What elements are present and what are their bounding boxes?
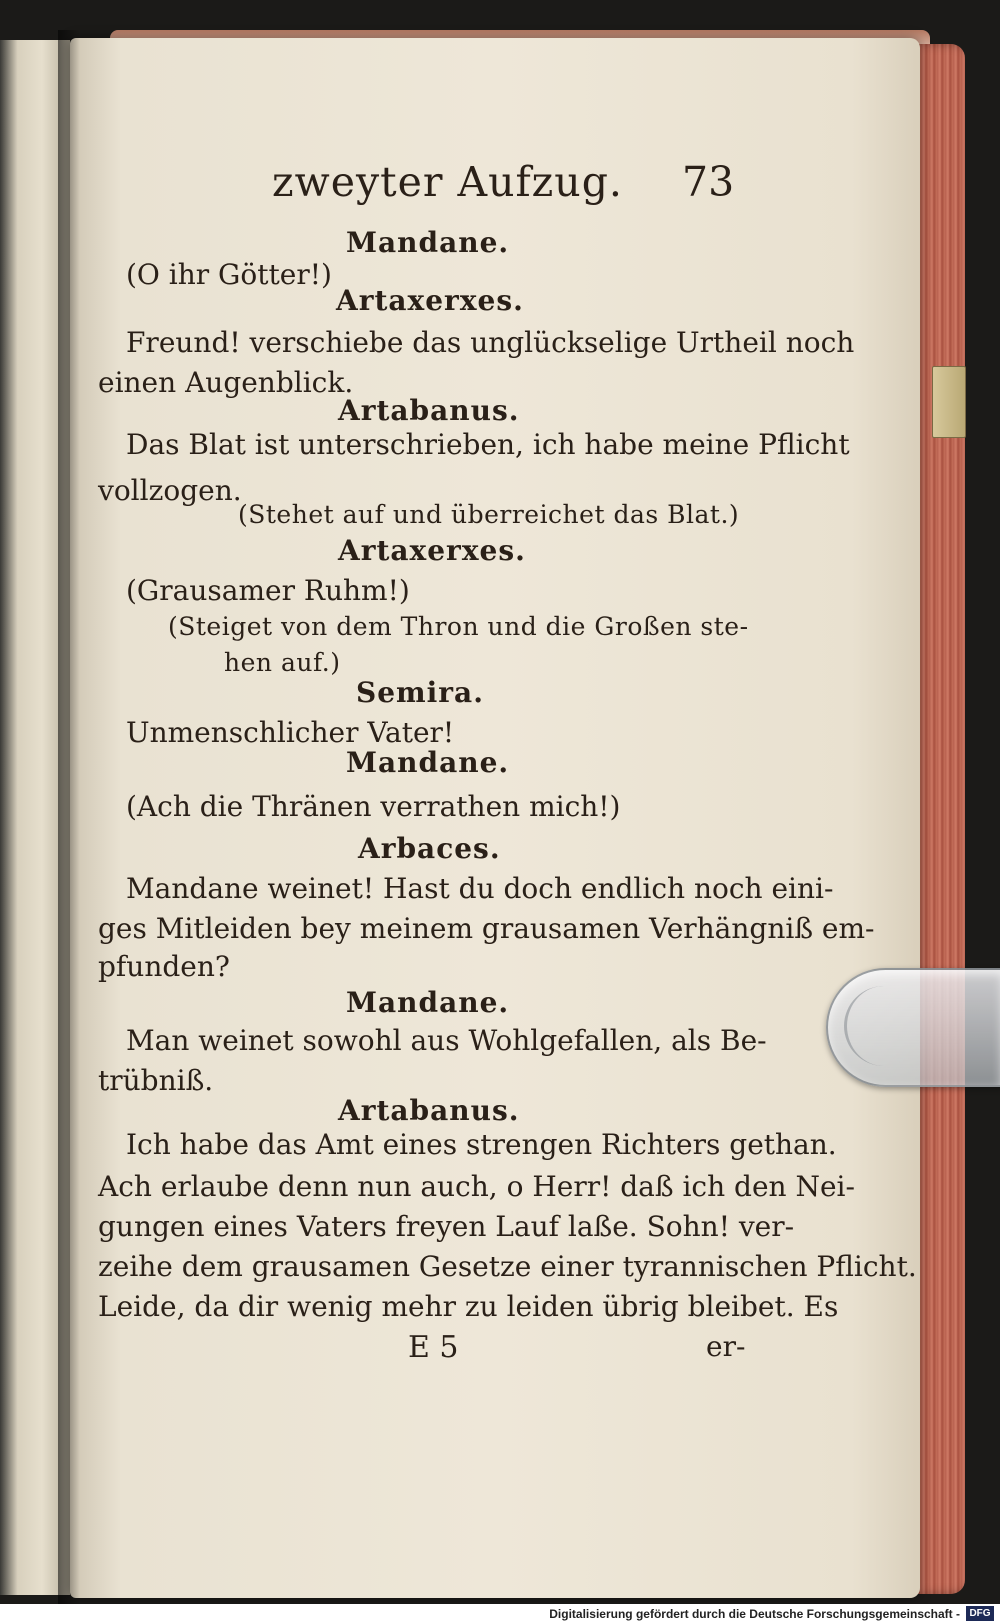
dialogue-line: (Ach die Thränen verrathen mich!) [126,790,621,823]
speaker-name: Mandane. [346,226,510,259]
footer-credit: Digitalisierung gefördert durch die Deutsche Forschungsgemeinschaft - [549,1607,960,1621]
page-clip-fold [844,986,917,1066]
dialogue-line: Das Blat ist unterschrieben, ich habe meine Pflicht [126,428,850,461]
dialogue-line: vollzogen. [98,474,242,507]
dialogue-line: Freund! verschiebe das unglückselige Urtheil noch [126,326,855,359]
speaker-name: Mandane. [346,986,510,1019]
stage-direction: (Stehet auf und überreichet das Blat.) [238,500,740,529]
signature-mark: E 5 [408,1330,459,1365]
speaker-name: Semira. [356,676,484,709]
speaker-name: Mandane. [346,746,510,779]
dialogue-line: einen Augenblick. [98,366,354,399]
dialogue-line: pfunden? [98,950,230,983]
dialogue-line: Leide, da dir wenig mehr zu leiden übrig bleibet. Es [98,1290,839,1323]
stage-direction: hen auf.) [224,648,341,677]
running-head: zweyter Aufzug. [272,158,623,206]
dialogue-line: trübniß. [98,1064,214,1097]
speaker-name: Artabanus. [338,1094,520,1127]
dialogue-line: Man weinet sowohl aus Wohlgefallen, als Be- [126,1024,767,1057]
dialogue-line: Ich habe das Amt eines strengen Richters gethan. [126,1128,837,1161]
dialogue-line: Ach erlaube denn nun auch, o Herr! daß ich den Nei- [98,1170,855,1203]
speaker-name: Artaxerxes. [336,284,524,317]
page-number: 73 [682,158,735,206]
dialogue-line: gungen eines Vaters freyen Lauf laße. Sohn! ver- [98,1210,795,1243]
speaker-name: Arbaces. [358,832,501,865]
speaker-name: Artabanus. [338,394,520,427]
dialogue-line: zeihe dem grausamen Gesetze einer tyrannischen Pflicht. [98,1250,917,1283]
stage-direction: (Steiget von dem Thron und die Großen ste- [168,612,749,641]
speaker-name: Artaxerxes. [338,534,526,567]
spine-shadow [58,30,80,1610]
dialogue-line: Unmenschlicher Vater! [126,716,455,749]
dialogue-line: (Grausamer Ruhm!) [126,574,410,607]
footer-bar [0,1604,1000,1624]
dialogue-line: (O ihr Götter!) [126,258,332,291]
paper-bookmark [932,366,966,438]
dialogue-line: ges Mitleiden bey meinem grausamen Verhängniß em- [98,912,875,945]
dfg-logo: DFG [966,1606,994,1621]
catchword: er- [706,1330,746,1363]
dialogue-line: Mandane weinet! Hast du doch endlich noch eini- [126,872,834,905]
